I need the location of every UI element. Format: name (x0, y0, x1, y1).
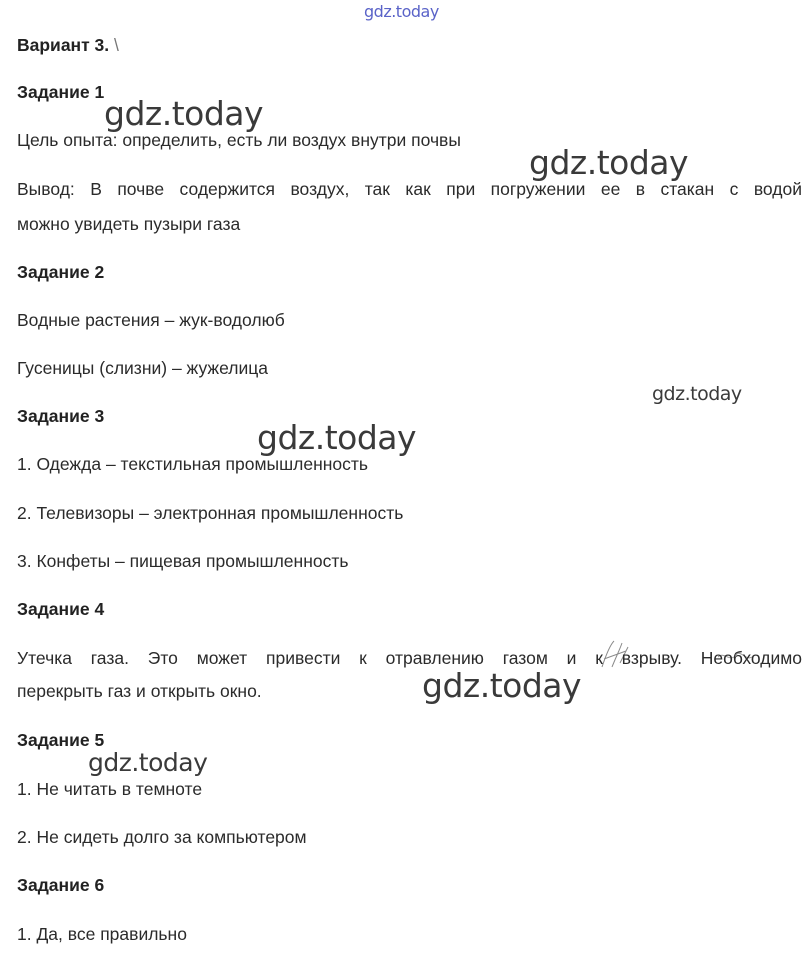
watermark: gdz.today (529, 143, 689, 182)
task-4-line: Утечка газа. Это может привести к отравлению газом и к взрыву. Необходимо (17, 648, 802, 668)
task-6-heading: Задание 6 (17, 875, 105, 895)
variant-mark: \ (114, 35, 119, 55)
task-5-heading: Задание 5 (17, 730, 105, 750)
task-3-heading: Задание 3 (17, 406, 105, 426)
watermark: gdz.today (104, 94, 264, 133)
task-4-heading: Задание 4 (17, 599, 105, 619)
task-2-line: Водные растения – жук-водолюб (17, 310, 285, 330)
watermark: gdz.today (652, 383, 742, 405)
task-6-line: 1. Да, все правильно (17, 924, 187, 944)
task-3-line: 3. Конфеты – пищевая промышленность (17, 551, 349, 571)
task-1-line: Вывод: В почве содержится воздух, так как при погружении ее в стакан с водой (17, 179, 802, 199)
task-1-line: Цель опыта: определить, есть ли воздух внутри почвы (17, 130, 461, 150)
variant-title: Вариант 3. \ (17, 35, 119, 55)
task-1-line: можно увидеть пузыри газа (17, 214, 241, 234)
task-4-line: перекрыть газ и открыть окно. (17, 681, 262, 701)
watermark-top: gdz.today (364, 2, 439, 21)
task-3-line: 2. Телевизоры – электронная промышленность (17, 503, 404, 523)
task-3-line: 1. Одежда – текстильная промышленность (17, 454, 369, 474)
task-5-line: 2. Не сидеть долго за компьютером (17, 827, 307, 847)
task-1-heading: Задание 1 (17, 82, 105, 102)
watermark: gdz.today (88, 748, 208, 777)
watermark: gdz.today (257, 418, 417, 457)
task-5-line: 1. Не читать в темноте (17, 779, 203, 799)
task-2-heading: Задание 2 (17, 262, 105, 282)
task-2-line: Гусеницы (слизни) – жужелица (17, 358, 269, 378)
watermark: gdz.today (422, 666, 582, 705)
